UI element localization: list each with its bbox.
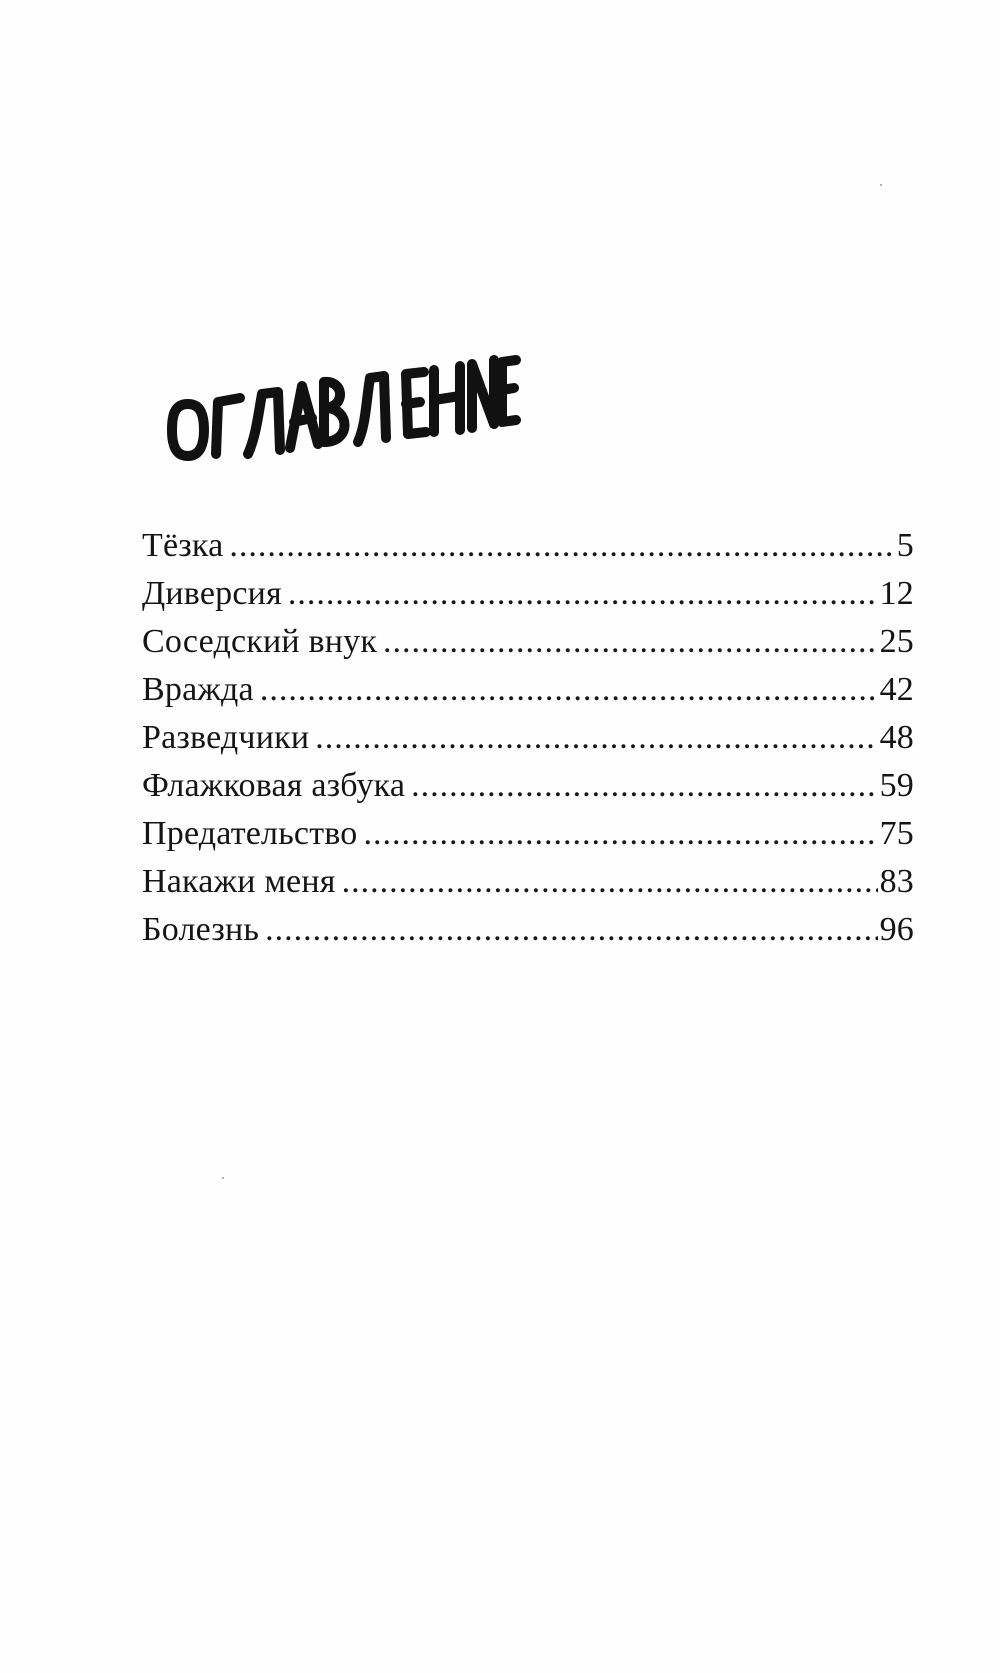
dot-leader <box>383 618 878 666</box>
dot-leader <box>288 570 878 618</box>
toc-entry[interactable] <box>142 906 914 954</box>
toc-entry-title: Диверсия <box>142 575 282 612</box>
toc-entry[interactable] <box>142 618 914 666</box>
dot-leader <box>260 666 878 714</box>
toc-heading-lettering <box>168 352 508 462</box>
toc-entry-page: 25 <box>879 623 914 660</box>
toc-entry[interactable] <box>142 762 914 810</box>
toc-entry[interactable] <box>142 714 914 762</box>
dot-leader <box>364 810 878 858</box>
toc-list <box>142 522 914 954</box>
toc-entry-page: 59 <box>879 767 914 804</box>
toc-entry[interactable] <box>142 810 914 858</box>
toc-entry-title: Предательство <box>142 815 358 852</box>
dot-leader <box>229 522 894 570</box>
toc-heading <box>168 352 508 462</box>
toc-entry-title: Вражда <box>142 671 254 708</box>
dot-leader <box>342 858 878 906</box>
dot-leader <box>411 762 877 810</box>
toc-entry-page: 75 <box>879 815 914 852</box>
dot-leader <box>315 714 877 762</box>
toc-entry-title: Соседский внук <box>142 623 378 660</box>
toc-entry-title: Накажи меня <box>142 863 336 900</box>
toc-entry-page: 5 <box>896 527 914 564</box>
paper-speck <box>222 1177 224 1179</box>
toc-entry-title: Болезнь <box>142 911 260 948</box>
toc-entry-page: 12 <box>879 575 914 612</box>
toc-entry-page: 96 <box>879 911 914 948</box>
toc-entry-page: 83 <box>879 863 914 900</box>
toc-entry[interactable] <box>142 522 914 570</box>
toc-entry-page: 48 <box>879 719 914 756</box>
toc-entry-title: Разведчики <box>142 719 310 756</box>
toc-entry[interactable] <box>142 666 914 714</box>
toc-entry-title: Тёзка <box>142 527 224 564</box>
dot-leader <box>265 906 878 954</box>
toc-entry-page: 42 <box>879 671 914 708</box>
toc-entry-title: Флажковая азбука <box>142 767 406 804</box>
toc-entry[interactable] <box>142 570 914 618</box>
toc-entry[interactable] <box>142 858 914 906</box>
paper-speck <box>880 184 882 186</box>
